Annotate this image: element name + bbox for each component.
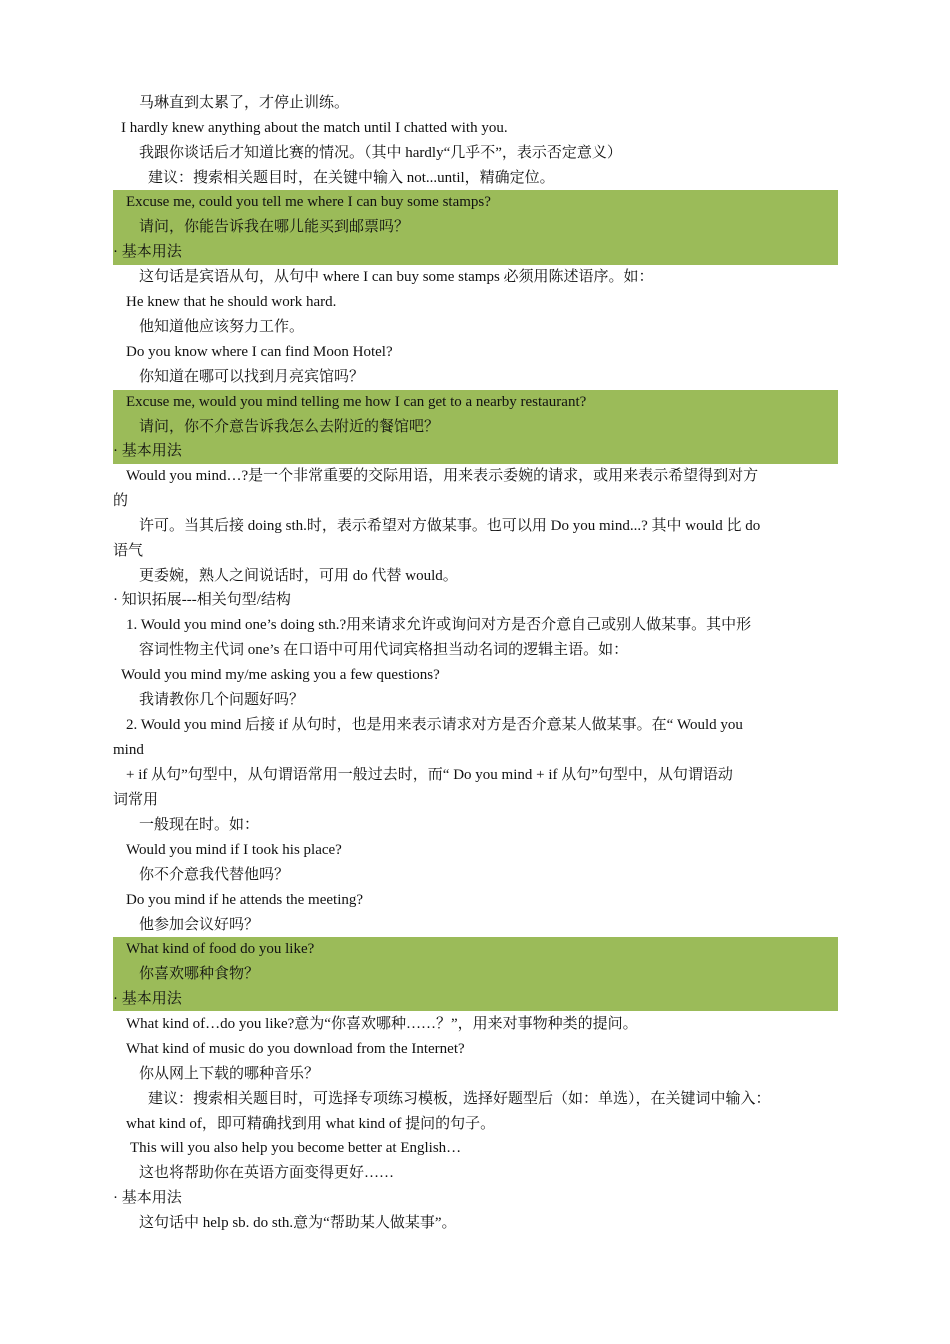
text-line: 一般现在时。如： bbox=[139, 817, 260, 833]
section-heading: · 基本用法 bbox=[113, 991, 182, 1007]
text-line: Would you mind…?是一个非常重要的交际用语，用来表示委婉的请求，或用来表示希望得到对方 bbox=[126, 468, 759, 484]
text-line: 这句话中 help sb. do sth.意为“帮助某人做某事”。 bbox=[139, 1215, 457, 1231]
advice-line: what kind of，即可精确找到用 what kind of 提问的句子。 bbox=[126, 1116, 496, 1132]
text-line: 词常用 bbox=[113, 792, 159, 808]
text-line: + if 从句”句型中，从句谓语常用一般过去时，而“ Do you mind + if 从句”句型中，从句谓语动 bbox=[126, 767, 733, 783]
key-sentence: This will you also help you become better at English… bbox=[130, 1140, 462, 1156]
example-sentence: What kind of music do you download from the Internet? bbox=[126, 1041, 465, 1057]
example-sentence: Do you mind if he attends the meeting? bbox=[126, 892, 364, 908]
text-line: 许可。当其后接 doing sth.时，表示希望对方做某事。也可以用 Do you mind...? 其中 would 比 do bbox=[139, 518, 761, 534]
key-sentence-translation: 请问，你能告诉我在哪儿能买到邮票吗？ bbox=[139, 219, 410, 235]
example-sentence: Would you mind if I took his place? bbox=[126, 842, 342, 858]
text-line: What kind of…do you like?意为“你喜欢哪种……？”，用来对事物种类的提问。 bbox=[126, 1016, 638, 1032]
numbered-item: 2. Would you mind 后接 if 从句时，也是用来表示请求对方是否介意某人做某事。在“ Would you bbox=[126, 717, 743, 733]
key-sentence: Excuse me, would you mind telling me how I can get to a nearby restaurant? bbox=[126, 394, 587, 410]
section-heading: · 知识拓展---相关句型/结构 bbox=[113, 592, 291, 608]
example-sentence: He knew that he should work hard. bbox=[126, 294, 337, 310]
section-heading: · 基本用法 bbox=[113, 443, 182, 459]
advice-line: 建议：搜索相关题目时，可选择专项练习模板，选择好题型后（如：单选），在关键词中输入： bbox=[148, 1091, 771, 1107]
text-line: 这句话是宾语从句，从句中 where I can buy some stamps 必须用陈述语序。如： bbox=[139, 269, 654, 285]
numbered-item: 1. Would you mind one’s doing sth.?用来请求允许或询问对方是否介意自己或别人做某事。其中形 bbox=[126, 617, 752, 633]
example-sentence: Would you mind my/me asking you a few questions? bbox=[121, 667, 440, 683]
text-line: 的 bbox=[113, 493, 129, 509]
text-line: 我跟你谈话后才知道比赛的情况。（其中 hardly“几乎不”，表示否定意义） bbox=[139, 145, 622, 161]
text-line: 马琳直到太累了，才停止训练。 bbox=[139, 95, 350, 111]
section-heading: · 基本用法 bbox=[113, 244, 182, 260]
text-line: 语气 bbox=[113, 543, 144, 559]
key-sentence-translation: 这也将帮助你在英语方面变得更好…… bbox=[139, 1165, 395, 1181]
key-sentence: Excuse me, could you tell me where I can buy some stamps? bbox=[126, 194, 491, 210]
example-translation: 他参加会议好吗？ bbox=[139, 917, 260, 933]
example-translation: 你从网上下载的哪种音乐？ bbox=[139, 1066, 320, 1082]
text-line: 容词性物主代词 one’s 在口语中可用代词宾格担当动名词的逻辑主语。如： bbox=[139, 642, 629, 658]
text-line: I hardly knew anything about the match until I chatted with you. bbox=[121, 120, 508, 136]
section-heading: · 基本用法 bbox=[113, 1190, 182, 1206]
example-translation: 我请教你几个问题好吗？ bbox=[139, 692, 305, 708]
text-line: mind bbox=[113, 742, 144, 758]
example-sentence: Do you know where I can find Moon Hotel? bbox=[126, 344, 393, 360]
example-translation: 他知道他应该努力工作。 bbox=[139, 319, 305, 335]
text-line: 更委婉，熟人之间说话时，可用 do 代替 would。 bbox=[139, 568, 458, 584]
key-sentence: What kind of food do you like? bbox=[126, 941, 315, 957]
example-translation: 你不介意我代替他吗？ bbox=[139, 867, 290, 883]
advice-line: 建议：搜索相关题目时，在关键中输入 not...until，精确定位。 bbox=[148, 170, 555, 186]
example-translation: 你知道在哪可以找到月亮宾馆吗？ bbox=[139, 369, 365, 385]
key-sentence-translation: 你喜欢哪种食物？ bbox=[139, 966, 260, 982]
key-sentence-translation: 请问，你不介意告诉我怎么去附近的餐馆吧？ bbox=[139, 419, 440, 435]
